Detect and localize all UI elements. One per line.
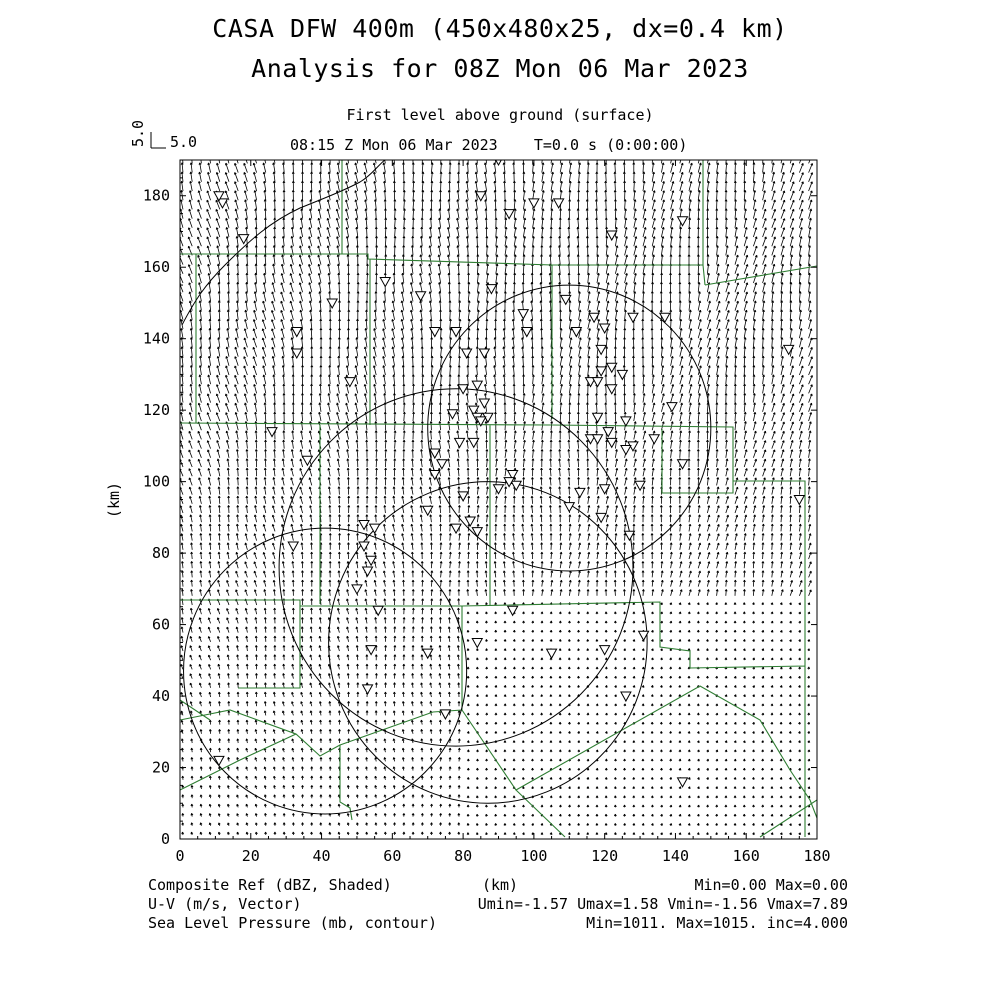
- station-marker: [465, 517, 475, 526]
- x-tick-label: 20: [241, 847, 260, 865]
- station-marker: [511, 481, 521, 490]
- pressure-range: Min=1011. Max=1015. inc=4.000: [586, 914, 848, 932]
- radar-range-ring: [279, 389, 633, 746]
- x-tick-label: 140: [661, 847, 689, 865]
- reflectivity-range: Min=0.00 Max=0.00: [694, 876, 848, 894]
- station-marker: [472, 528, 482, 537]
- x-tick-label: 100: [520, 847, 548, 865]
- station-marker: [621, 692, 631, 701]
- station-marker: [508, 606, 518, 615]
- station-marker: [667, 403, 677, 412]
- station-marker: [288, 542, 298, 551]
- x-tick-label: 40: [312, 847, 331, 865]
- station-marker: [327, 299, 337, 308]
- y-tick-label: 180: [142, 186, 170, 205]
- wind-vector-label: U-V (m/s, Vector): [148, 895, 302, 913]
- plot-title: CASA DFW 400m (450x480x25, dx=0.4 km): [212, 14, 788, 43]
- y-axis: [143, 178, 817, 848]
- vector-key-side-label: 5.0: [170, 133, 198, 151]
- station-marker: [479, 349, 489, 358]
- vector-key-label: 5.0: [129, 119, 147, 147]
- y-tick-label: 0: [160, 830, 170, 848]
- reflectivity-label: Composite Ref (dBZ, Shaded): [148, 876, 392, 894]
- y-tick-label: 20: [151, 758, 170, 777]
- station-marker: [784, 345, 794, 354]
- wind-vector-range: Umin=-1.57 Umax=1.58 Vmin=-1.56 Vmax=7.89: [477, 895, 848, 913]
- station-marker: [462, 349, 472, 358]
- station-marker: [628, 313, 638, 322]
- station-marker: [678, 778, 688, 787]
- station-marker: [600, 646, 610, 655]
- x-tick-label: 180: [803, 847, 831, 865]
- y-tick-label: 100: [142, 472, 170, 491]
- station-marker: [373, 606, 383, 615]
- x-tick-label: 160: [732, 847, 760, 865]
- station-marker: [621, 417, 631, 426]
- station-marker: [518, 310, 528, 319]
- observation-stations: [214, 156, 804, 787]
- station-marker: [472, 381, 482, 390]
- station-marker: [363, 685, 373, 694]
- station-marker: [363, 567, 373, 576]
- station-marker: [366, 646, 376, 655]
- county-boundaries: [180, 160, 817, 837]
- station-marker: [352, 585, 362, 594]
- y-tick-label: 160: [142, 258, 170, 277]
- x-tick-label: 60: [383, 847, 402, 865]
- station-marker: [593, 435, 603, 444]
- y-tick-label: 40: [151, 687, 170, 706]
- station-marker: [593, 378, 603, 387]
- level-subtitle: First level above ground (surface): [346, 106, 654, 124]
- station-marker: [603, 428, 613, 437]
- station-marker: [596, 367, 606, 376]
- station-marker: [621, 445, 631, 454]
- station-marker: [600, 485, 610, 494]
- station-marker: [455, 438, 465, 447]
- x-tick-label: 80: [454, 847, 473, 865]
- vector-key: [129, 120, 197, 151]
- station-marker: [547, 649, 557, 658]
- station-marker: [564, 503, 574, 512]
- radar-range-rings: [184, 285, 711, 814]
- station-marker: [366, 556, 376, 565]
- station-marker: [472, 638, 482, 647]
- wind-vectors: [179, 153, 813, 835]
- y-axis-label: (km): [105, 481, 123, 519]
- analysis-time-title: Analysis for 08Z Mon 06 Mar 2023: [251, 54, 749, 83]
- valid-time-subtitle: 08:15 Z Mon 06 Mar 2023 T=0.0 s (0:00:00): [290, 136, 688, 154]
- station-marker: [416, 292, 426, 301]
- station-marker: [554, 199, 564, 208]
- station-marker: [794, 496, 804, 505]
- x-tick-label: 120: [591, 847, 619, 865]
- station-marker: [440, 710, 450, 719]
- station-marker: [600, 324, 610, 333]
- station-marker: [593, 413, 603, 422]
- station-marker: [607, 438, 617, 447]
- station-marker: [479, 399, 489, 408]
- pressure-label: Sea Level Pressure (mb, contour): [148, 914, 437, 932]
- x-axis-label: (km): [481, 876, 519, 894]
- station-marker: [529, 199, 539, 208]
- radar-range-ring: [184, 528, 467, 814]
- x-tick-label: 0: [175, 847, 185, 865]
- station-marker: [292, 328, 302, 337]
- station-marker: [575, 488, 585, 497]
- y-tick-label: 80: [151, 544, 170, 563]
- plot-frame: [180, 160, 817, 839]
- station-marker: [678, 217, 688, 226]
- station-marker: [649, 435, 659, 444]
- station-marker: [380, 278, 390, 287]
- y-tick-label: 60: [151, 615, 170, 634]
- station-marker: [494, 485, 504, 494]
- station-marker: [617, 370, 627, 379]
- station-marker: [370, 524, 380, 533]
- y-tick-label: 140: [142, 329, 170, 348]
- station-marker: [624, 531, 634, 540]
- station-marker: [678, 460, 688, 469]
- wind-vector-field: [179, 153, 813, 835]
- county-boundary-line: [180, 160, 817, 837]
- station-marker: [437, 460, 447, 469]
- y-tick-label: 120: [142, 401, 170, 420]
